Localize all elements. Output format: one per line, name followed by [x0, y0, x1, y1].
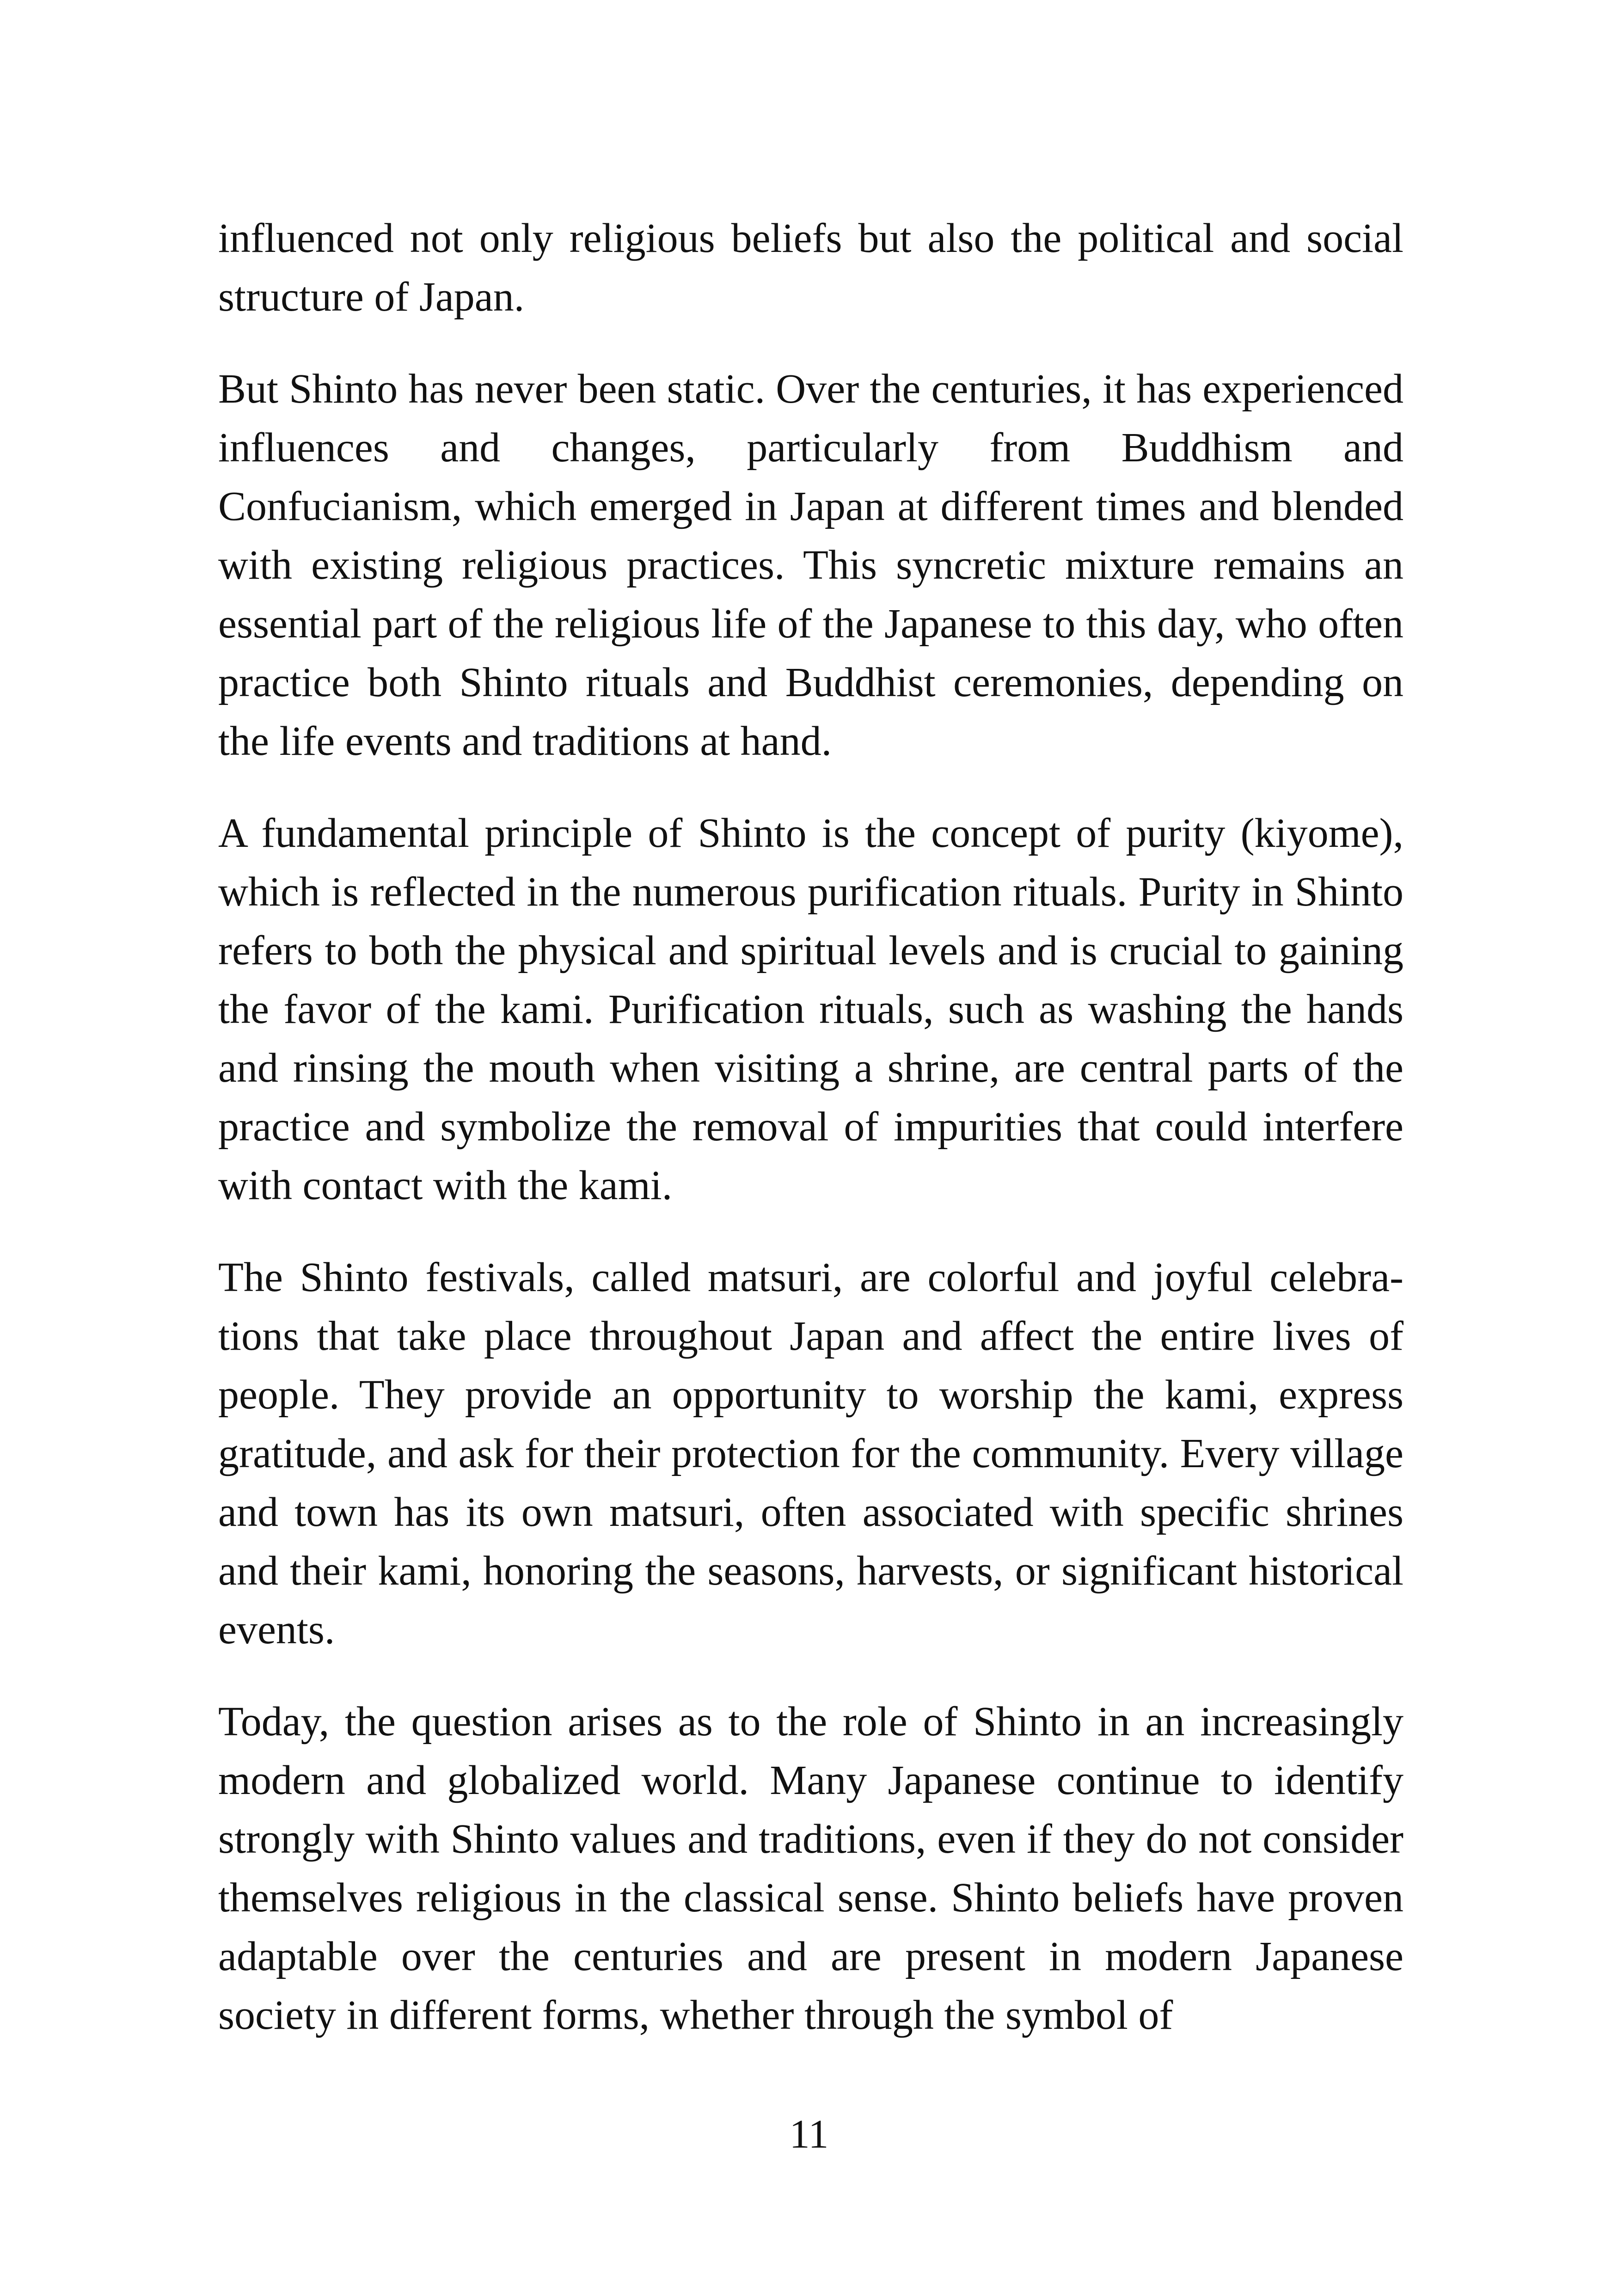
paragraph: But Shinto has never been static. Over the centuries, it has experienced influences and changes, particularly from Buddhism and Confucianism, which emerged in Japan at different times and blended with existing religious practices. This syncretic mixture remains an essential part of the religious life of the Japanese to this day, who often practice both Shinto rituals and Buddhist ceremonies, depending on the life events and traditions at hand.: [218, 366, 1403, 764]
paragraph: A fundamental principle of Shinto is the concept of purity (kiyome), which is reflected in the numerous purification rituals. Purity in Shinto refers to both the physical and spiritual levels and is crucial to gaining the favor of the kami. Purification rituals, such as washing the hands and rinsing the mouth when visiting a shrine, are central parts of the practice and symbolize the removal of impurities that could interfere with contact with the kami.: [218, 810, 1403, 1208]
body-text: [218, 209, 1403, 2045]
paragraph: The Shinto festivals, called matsuri, are colorful and joyful celebrations that take place throughout Japan and affect the entire lives of people. They provide an opportunity to worship the kami, express gratitude, and ask for their protection for the community. Every village and town has its own matsuri, often associated with specific shrines and their kami, honoring the seasons, harvests, or significant historical events.: [218, 1255, 1403, 1653]
paragraph: Today, the question arises as to the role of Shinto in an increasingly modern and globalized world. Many Japanese continue to identify strongly with Shinto values and traditions, even if they do not consider themselves religious in the classical sense. Shinto beliefs have proven adaptable over the centuries and are present in modern Japanese society in different forms, whether through the symbol of: [218, 1699, 1403, 2038]
paragraph: influenced not only religious beliefs but also the political and social structure of Japan.: [218, 215, 1403, 320]
page-number: 11: [789, 2112, 829, 2157]
